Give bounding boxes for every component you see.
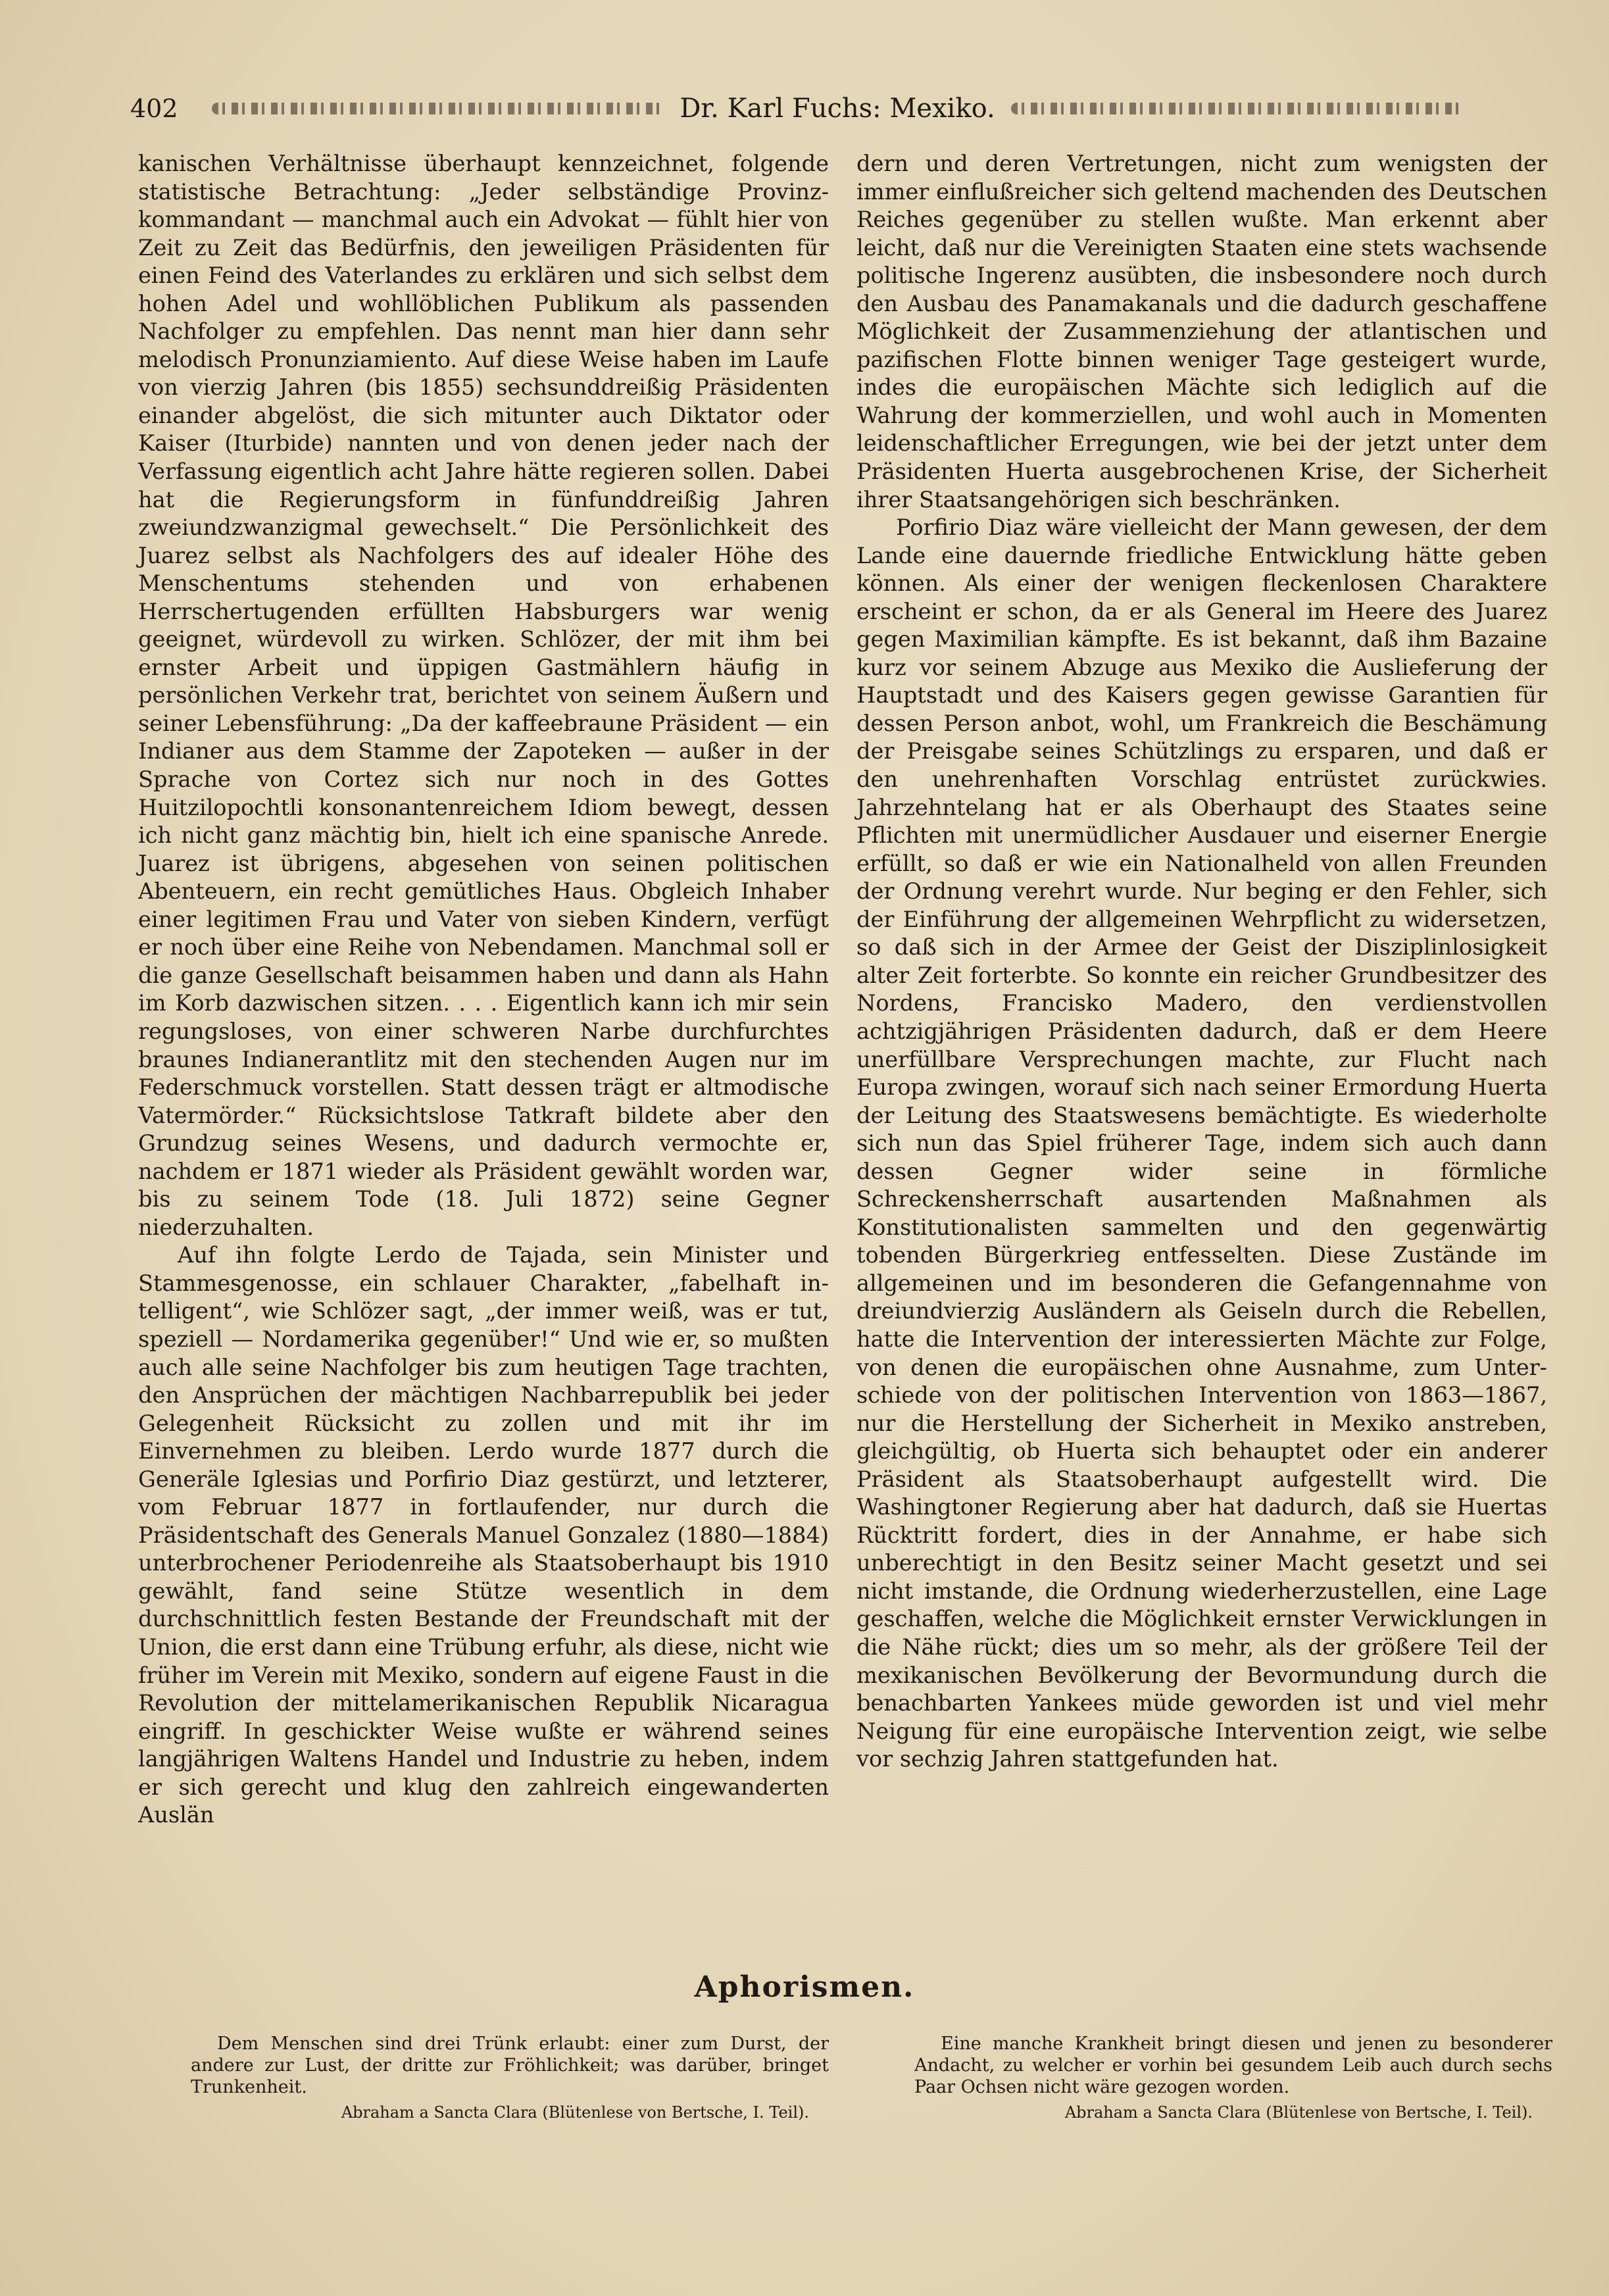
aphorisms-heading: Aphorismen. <box>694 1970 915 2004</box>
aphorism-source: Abraham a Sancta Clara (Blütenlese von Bertsche, I. Teil). <box>1064 2103 1533 2122</box>
page-number: 402 <box>130 94 178 123</box>
paragraph: kanischen Verhältnisse überhaupt kennzeichnet, folgende statistische Betrachtung: „Jeder selbständige Provinzkommandant — manchmal auch ein Advokat — fühlt hier von Zeit zu Zeit das Bedürfnis, den jeweiligen Präsidenten für einen Feind des Vaterlandes zu erklären und sich selbst dem hohen Adel und wohllöblichen Publikum als passenden Nachfolger zu empfehlen. Das nennt man hier dann sehr melodisch Pronunziamiento. Auf diese Weise haben im Laufe von vierzig Jahren (bis 1855) sechsunddreißig Präsidenten einander abgelöst, die sich mitunter auch Diktator oder Kaiser (Iturbide) nannten und von denen jeder nach der Verfassung eigentlich acht Jahre hätte regieren sollen. Dabei hat die Regierungsform in fünfunddreißig Jahren zweiundzwanzigmal gewechselt.“ Die Persönlichkeit des Juarez selbst als Nachfolgers des auf idealer Höhe des Menschentums stehenden und von erhabenen Herrschertugenden erfüllten Habsburgers war wenig geeignet, würdevoll zu wirken. Schlözer, der mit ihm bei ernster Arbeit und üppigen Gastmählern häufig in persönlichen Verkehr trat, berichtet von seinem Äußern und seiner Lebensführung: „Da der kaffeebraune Präsident — ein Indianer aus dem Stamme der Zapoteken — außer in der Sprache von Cortez sich nur noch in des Gottes Huitzilopochtli konsonantenreichem Idiom bewegt, dessen ich nicht ganz mächtig bin, hielt ich eine spanische Anrede. Juarez ist übrigens, abgesehen von seinen politischen Abenteuern, ein recht gemütliches Haus. Obgleich Inhaber einer legitimen Frau und Vater von sieben Kindern, verfügt er noch über eine Reihe von Nebendamen. Manchmal soll er die ganze Gesellschaft beisammen haben und dann als Hahn im Korb dazwischen sitzen. . . . Eigentlich kann ich mir sein regungsloses, von einer schweren Narbe durchfurchtes braunes Indianerantlitz mit den stechenden Augen nur im Federschmuck vorstellen. Statt dessen trägt er altmodische Vatermörder.“ Rücksichtslose Tatkraft bildete aber den Grundzug seines Wesens, und dadurch vermochte er, nachdem er 1871 wieder als Präsident gewählt worden war, bis zu seinem Tode (18. Juli 1872) seine Gegner niederzuhalten. <box>138 151 829 1240</box>
text-column-right <box>856 150 1547 1774</box>
aphorism <box>914 2033 1552 2124</box>
paragraph: Porfirio Diaz wäre vielleicht der Mann gewesen, der dem Lande eine dauernde friedliche Entwicklung hätte geben können. Als einer der wenigen fleckenlosen Charaktere erscheint er schon, da er als General im Heere des Juarez gegen Maximilian kämpfte. Es ist bekannt, daß ihm Bazaine kurz vor seinem Abzuge aus Mexiko die Auslieferung der Hauptstadt und des Kaisers gegen gewisse Garantien für dessen Person anbot, wohl, um Frankreich die Beschämung der Preisgabe seines Schützlings zu ersparen, und daß er den unehrenhaften Vorschlag entrüstet zurückwies. Jahrzehntelang hat er als Oberhaupt des Staates seine Pflichten mit unermüdlicher Ausdauer und eiserner Energie erfüllt, so daß er wie ein Nationalheld von allen Freunden der Ordnung verehrt wurde. Nur beging er den Fehler, sich der Einführung der allgemeinen Wehrpflicht zu widersetzen, so daß sich in der Armee der Geist der Disziplinlosigkeit alter Zeit forterbte. So konnte ein reicher Grundbesitzer des Nordens, Francisko Madero, den verdienstvollen achtzigjährigen Präsidenten dadurch, daß er dem Heere unerfüllbare Versprechungen machte, zur Flucht nach Europa zwingen, worauf sich nach seiner Ermordung Huerta der Leitung des Staatswesens bemächtigte. Es wiederholte sich nun das Spiel früherer Tage, indem sich auch dann dessen Gegner wider seine in förmliche Schreckensherrschaft ausartenden Maßnahmen als Konstitutionalisten sammelten und den gegenwärtig tobenden Bürgerkrieg entfesselten. Diese Zustände im allgemeinen und im besonderen die Gefangennahme von dreiundvierzig Ausländern als Geiseln durch die Rebellen, hatte die Intervention der interessierten Mächte zur Folge, von denen die europäischen ohne Ausnahme, zum Unterschiede von der politischen Intervention von 1863—1867, nur die Herstellung der Sicherheit in Mexiko anstreben, gleichgültig, ob Huerta sich behauptet oder ein anderer Präsident als Staatsoberhaupt aufgestellt wird. Die Washingtoner Regierung aber hat dadurch, daß sie Huertas Rücktritt fordert, dies in der Annahme, er habe sich unberechtigt in den Besitz seiner Macht gesetzt und sei nicht imstande, die Ordnung wiederherzustellen, eine Lage geschaffen, welche die Möglichkeit ernster Verwicklungen in die Nähe rückt; dies um so mehr, als der größere Teil der mexikanischen Bevölkerung der Bevormundung durch die benachbarten Yankees müde geworden ist und viel mehr Neigung für eine europäische Intervention zeigt, wie selbe vor sechzig Jahren stattgefunden hat. <box>856 514 1547 1772</box>
aphorism-text: Eine manche Krankheit bringt diesen und jenen zu besonderer Andacht, zu welcher er vorhin bei gesundem Leib auch durch sechs Paar Ochsen nicht wäre gezogen worden. <box>914 2034 1552 2097</box>
text-column-left <box>138 150 829 1830</box>
ornament-left <box>212 103 664 114</box>
running-title: Dr. Karl Fuchs: Mexiko. <box>680 93 995 124</box>
page-header <box>130 86 1479 132</box>
paragraph: dern und deren Vertretungen, nicht zum wenigsten der immer einflußreicher sich geltend machenden des Deutschen Reiches gegenüber zu stellen wußte. Man erkennt aber leicht, daß nur die Vereinigten Staaten eine stets wachsende politische Ingerenz ausübten, die insbesondere noch durch den Ausbau des Panamakanals und die dadurch geschaffene Möglichkeit der Zusammenziehung der atlantischen und pazifischen Flotte binnen weniger Tage gesteigert wurde, indes die europäischen Mächte sich lediglich auf die Wahrung der kommerziellen, und wohl auch in Momenten leidenschaftlicher Erregungen, wie bei der jetzt unter dem Präsidenten Huerta ausgebrochenen Krise, der Sicherheit ihrer Staatsangehörigen sich beschränken. <box>856 151 1547 512</box>
ornament-right <box>1011 103 1463 114</box>
aphorism <box>191 2033 829 2124</box>
aphorism-source: Abraham a Sancta Clara (Blütenlese von Bertsche, I. Teil). <box>341 2103 809 2122</box>
paragraph: Auf ihn folgte Lerdo de Tajada, sein Minister und Stammesgenosse, ein schlauer Charakter, „fabelhaft intelligent“, wie Schlözer sagt, „der immer weiß, was er tut, speziell — Nordamerika gegenüber!“ Und wie er, so mußten auch alle seine Nachfolger bis zum heutigen Tage trachten, den Ansprüchen der mächtigen Nachbarrepublik bei jeder Gelegenheit Rücksicht zu zollen und mit ihr im Einvernehmen zu bleiben. Lerdo wurde 1877 durch die Generäle Iglesias und Porfirio Diaz gestürzt, und letzterer, vom Februar 1877 in fortlaufender, nur durch die Präsidentschaft des Generals Manuel Gonzalez (1880—1884) unterbrochener Periodenreihe als Staatsoberhaupt bis 1910 gewählt, fand seine Stütze wesentlich in dem durchschnittlich festen Bestande der Freundschaft mit der Union, die erst dann eine Trübung erfuhr, als diese, nicht wie früher im Verein mit Mexiko, sondern auf eigene Faust in die Revolution der mittelamerikanischen Republik Nicaragua eingriff. In geschickter Weise wußte er während seines langjährigen Waltens Handel und Industrie zu heben, indem er sich gerecht und klug den zahlreich eingewanderten Auslän <box>138 1242 829 1828</box>
aphorism-text: Dem Menschen sind drei Trünk erlaubt: einer zum Durst, der andere zur Lust, der dritte zur Fröhlichkeit; was darüber, bringet Trunkenheit. <box>191 2034 829 2097</box>
